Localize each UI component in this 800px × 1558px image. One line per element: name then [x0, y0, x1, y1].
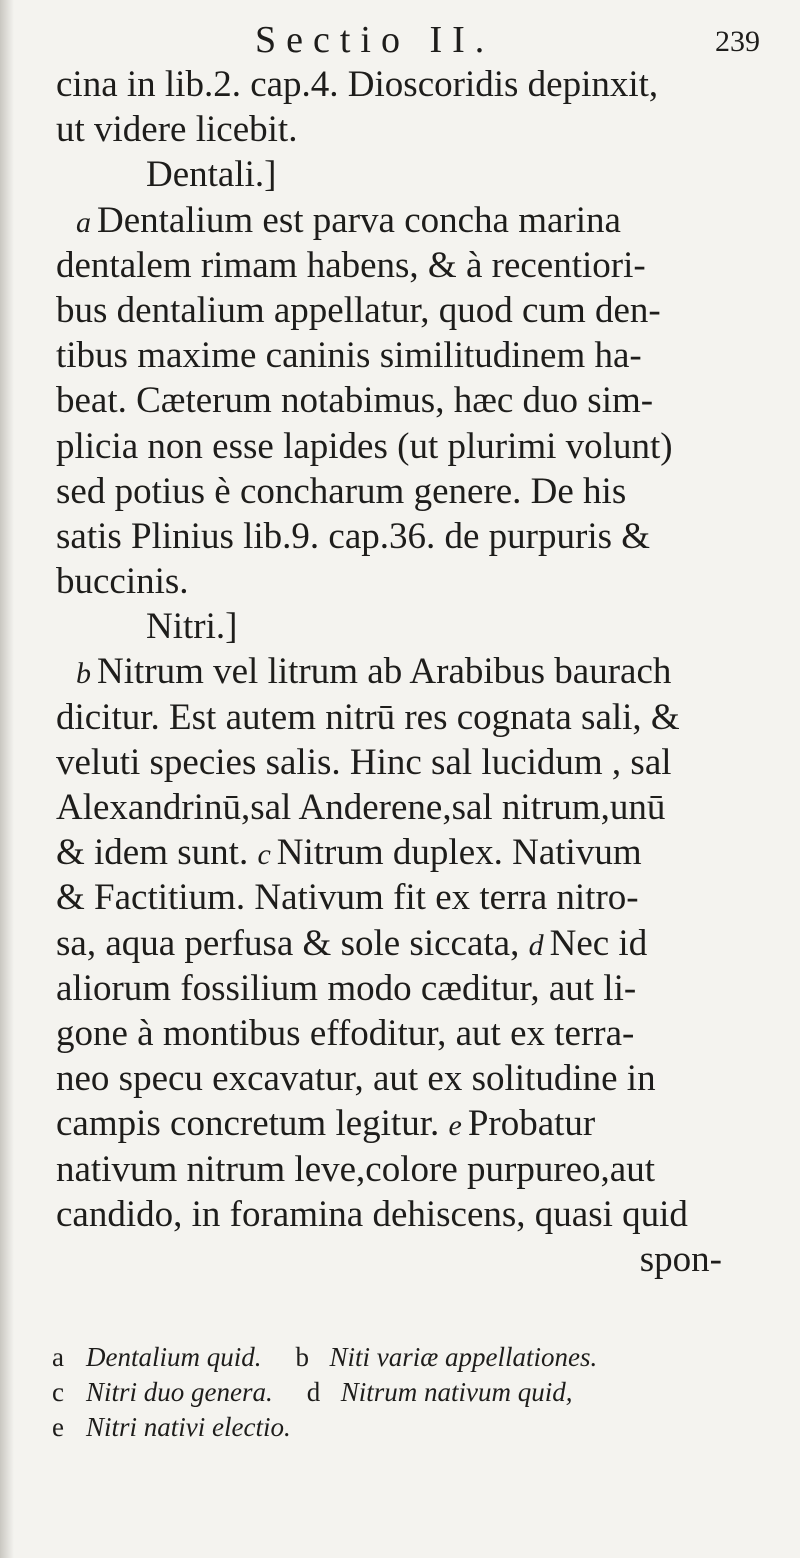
- catchword: spon-: [639, 1238, 722, 1280]
- marginal-notes: [52, 1340, 772, 1445]
- note-marker: e: [448, 1109, 462, 1143]
- main-text: [56, 62, 772, 1282]
- text-line: nativum nitrum leve,colore purpureo,aut: [56, 1148, 656, 1190]
- text-line: candido, in foramina dehiscens, quasi quid: [56, 1193, 688, 1235]
- page-header: [60, 18, 760, 62]
- note-row: [52, 1375, 772, 1410]
- text-line: plicia non esse lapides (ut plurimi volunt): [56, 425, 673, 467]
- text-span: Dentalium est parva concha marina: [97, 199, 621, 241]
- text-line: satis Plinius lib.9. cap.36. de purpuris &: [56, 515, 651, 557]
- text-span: Nitrum vel litrum ab Arabibus baurach: [97, 651, 672, 693]
- text-line: [56, 198, 772, 243]
- note-text: Niti variæ appellationes.: [329, 1342, 598, 1372]
- note-key: d: [306, 1377, 321, 1407]
- text-line: bus dentalium appellatur, quod cum den-: [56, 289, 661, 331]
- running-head: Sectio II.: [255, 19, 495, 61]
- text-span: Probatur: [467, 1103, 596, 1145]
- note-key: c: [52, 1377, 64, 1407]
- text-span: & idem sunt.: [56, 832, 249, 874]
- note-marker: d: [528, 928, 544, 962]
- note-marker: a: [76, 205, 91, 239]
- text-line: [56, 649, 772, 694]
- note-row: [52, 1410, 772, 1445]
- note-text: Nitrum nativum quid,: [340, 1377, 573, 1407]
- note-text: Nitri duo genera.: [86, 1377, 273, 1407]
- text-line: veluti species salis. Hinc sal lucidum , sal: [56, 741, 672, 783]
- note-text: Nitri nativi electio.: [86, 1412, 291, 1442]
- text-line: & Factitium. Nativum fit ex terra nitro-: [56, 877, 639, 919]
- text-span: Nec id: [549, 922, 648, 964]
- lemma-heading: Dentali.]: [146, 154, 277, 196]
- text-line: [56, 830, 772, 875]
- text-span: sa, aqua perfusa & sole siccata,: [56, 922, 520, 964]
- note-marker: c: [257, 838, 271, 872]
- text-line: [56, 1101, 772, 1146]
- text-line: beat. Cæterum notabimus, hæc duo sim-: [56, 380, 654, 422]
- text-line: cina in lib.2. cap.4. Dioscoridis depinxit,: [56, 64, 659, 105]
- note-key: e: [52, 1412, 64, 1442]
- text-line: Alexandrinū,sal Anderene,sal nitrum,unū: [56, 787, 666, 828]
- note-key: b: [295, 1342, 309, 1372]
- text-line: aliorum fossilium modo cæditur, aut li-: [56, 967, 637, 1009]
- text-span: campis concretum legitur.: [56, 1103, 440, 1145]
- text-line: dicitur. Est autem nitrū res cognata sali, &: [56, 696, 680, 738]
- text-line: tibus maxime caninis similitudinem ha-: [56, 335, 642, 377]
- note-marker: b: [76, 657, 91, 691]
- page-edge-shadow: [0, 0, 14, 1558]
- text-line: dentalem rimam habens, & à recentiori-: [56, 244, 646, 286]
- text-line: [56, 921, 772, 966]
- text-line: buccinis.: [56, 561, 189, 603]
- text-line: neo specu excavatur, aut ex solitudine in: [56, 1058, 656, 1100]
- text-line: gone à montibus effoditur, aut ex terra-: [56, 1012, 635, 1054]
- text-line: ut videre licebit.: [56, 109, 298, 151]
- note-text: Dentalium quid.: [86, 1342, 262, 1372]
- note-key: a: [52, 1342, 64, 1372]
- lemma-heading: Nitri.]: [146, 606, 238, 648]
- page-number: 239: [715, 25, 760, 58]
- text-line: sed potius è concharum genere. De his: [56, 470, 627, 512]
- note-row: [52, 1340, 772, 1375]
- text-span: Nitrum duplex. Nativum: [276, 832, 642, 874]
